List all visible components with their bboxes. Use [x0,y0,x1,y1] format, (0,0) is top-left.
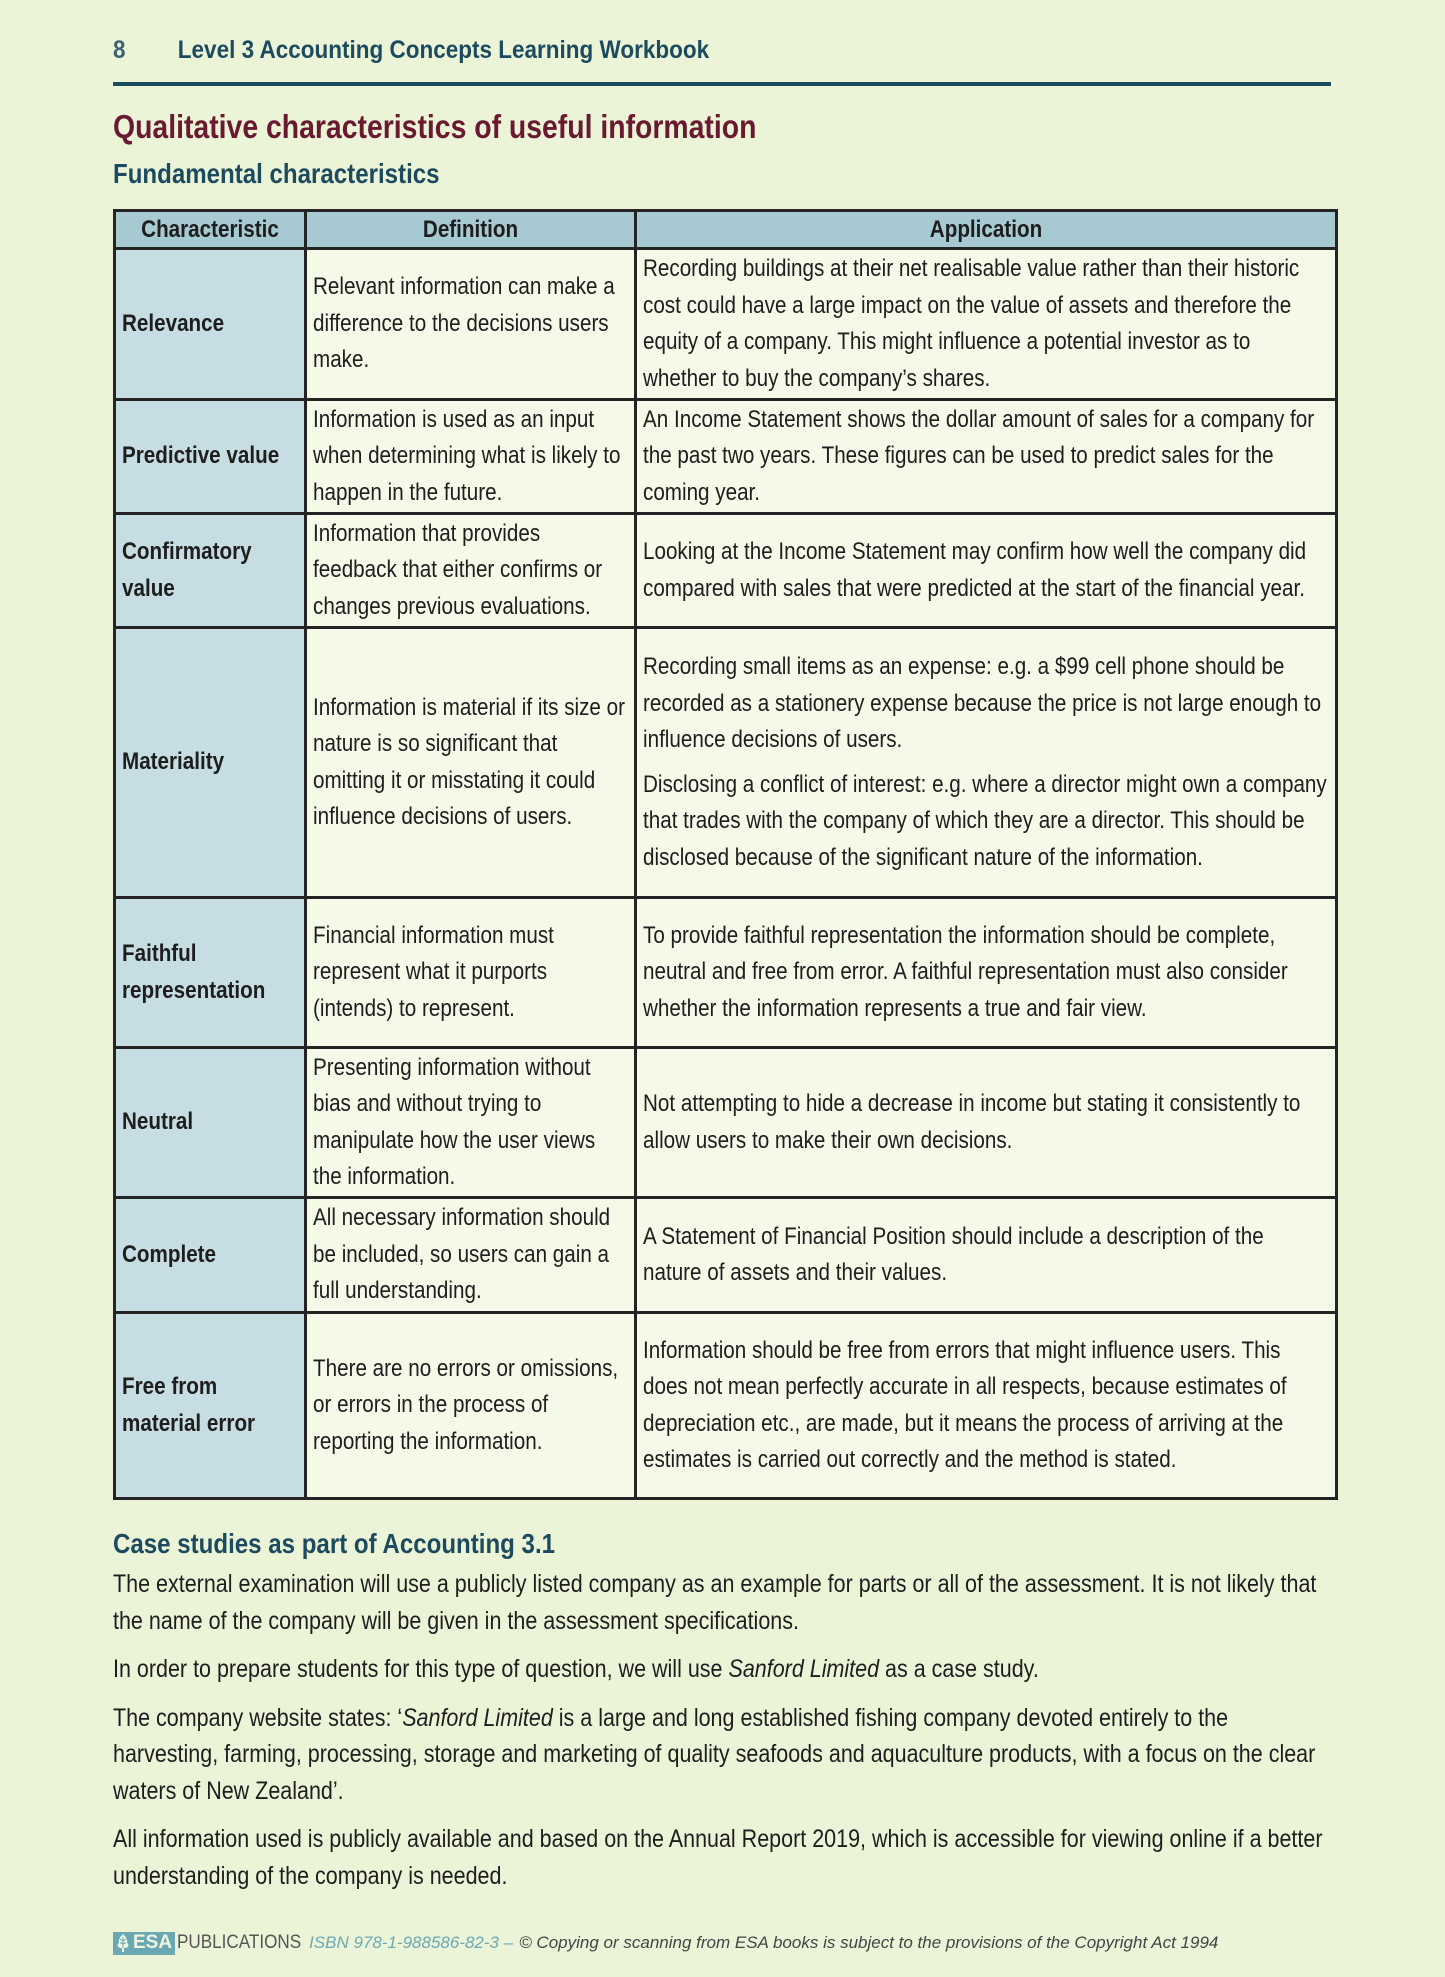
application-cell: Recording buildings at their net realisable value rather than their historic cost could have a large impact on the value of assets and therefore the equity of a company. This might influence a potential investor as to whether to buy the company’s shares. [636,249,1337,400]
publisher-name: PUBLICATIONS [177,1932,302,1953]
paragraph: The company website states: ‘Sanford Limited is a large and long established fishing company devoted entirely to the harvesting, farming, processing, storage and marketing of quality seafoods and aquaculture products, with a focus on the clear waters of New Zealand’. [113,1703,1316,1805]
paragraph: All information used is publicly available and based on the Annual Report 2019, which is accessible for viewing online if a better understanding of the company is needed. [113,1825,1323,1890]
characteristic-cell: Free from material error [115,1313,306,1499]
column-header-definition: Definition [306,211,636,249]
definition-cell: Relevant information can make a difference to the decisions users make. [306,249,636,400]
characteristic-cell: Relevance [115,249,306,400]
logo-text: ESA [133,1932,173,1953]
characteristic-cell: Complete [115,1198,306,1313]
definition-cell: Information is used as an input when determining what is likely to happen in the future. [306,400,636,514]
application-cell: Looking at the Income Statement may confirm how well the company did compared with sales that were predicted at the start of the financial year. [636,514,1337,628]
book-title: Level 3 Accounting Concepts Learning Workbook [177,35,710,64]
page-number: 8 [113,35,126,64]
column-header-application: Application [636,211,1337,249]
application-cell: Information should be free from errors that might influence users. This does not mean perfectly accurate in all respects, because estimates of depreciation etc., are made, but it means the process of arriving at the estimates is carried out correctly and the method is stated. [636,1313,1337,1499]
characteristic-cell: Materiality [115,628,306,898]
table-row [115,514,1337,628]
characteristic-cell: Neutral [115,1048,306,1198]
application-cell: An Income Statement shows the dollar amount of sales for a company for the past two years. These figures can be used to predict sales for the coming year. [636,400,1337,514]
paragraph: In order to prepare students for this type of question, we will use Sanford Limited as a case study. [113,1655,1039,1683]
table-header-row [115,211,1337,249]
tree-icon [115,1933,131,1953]
application-cell: A Statement of Financial Position should include a description of the nature of assets and their values. [636,1198,1337,1313]
section-title: Qualitative characteristics of useful information [113,108,757,145]
characteristics-table [113,209,1338,1500]
table-row [115,249,1337,400]
paragraph: The external examination will use a publicly listed company as an example for parts or all of the assessment. It is not likely that the name of the company will be given in the assessment specifications. [113,1570,1317,1635]
table-row [115,1048,1337,1198]
header-divider [113,82,1331,86]
esa-logo [113,1932,175,1955]
definition-cell: Information is material if its size or nature is so significant that omitting it or misstating it could influence decisions of users. [306,628,636,898]
page-footer [113,1931,1218,1955]
case-studies-body [113,1566,1334,1906]
section-subtitle: Fundamental characteristics [113,158,440,189]
table-row [115,628,1337,898]
table-row [115,400,1337,514]
definition-cell: All necessary information should be included, so users can gain a full understanding. [306,1198,636,1313]
table-row [115,898,1337,1048]
definition-cell: Presenting information without bias and without trying to manipulate how the user views the information. [306,1048,636,1198]
definition-cell: There are no errors or omissions, or errors in the process of reporting the information. [306,1313,636,1499]
case-studies-heading: Case studies as part of Accounting 3.1 [113,1528,556,1559]
characteristic-cell: Predictive value [115,400,306,514]
characteristic-cell: Confirmatory value [115,514,306,628]
application-cell: Recording small items as an expense: e.g. a $99 cell phone should be recorded as a stationery expense because the price is not large enough to influence decisions of users. Disclosing a conflict of interest: e.g. where a director might own a company that trades with the company of which they are a director. This should be disclosed because of the significant nature of the information. [636,628,1337,898]
application-cell: To provide faithful representation the information should be complete, neutral and free from error. A faithful representation must also consider whether the information represents a true and fair view. [636,898,1337,1048]
table-row [115,1198,1337,1313]
running-header [113,30,1209,70]
copyright-notice: © Copying or scanning from ESA books is subject to the provisions of the Copyright Act 1994 [519,1933,1219,1952]
definition-cell: Information that provides feedback that either confirms or changes previous evaluations. [306,514,636,628]
application-cell: Not attempting to hide a decrease in income but stating it consistently to allow users to make their own decisions. [636,1048,1337,1198]
column-header-characteristic: Characteristic [115,211,306,249]
isbn: ISBN 978-1-988586-82-3 – [309,1933,514,1952]
definition-cell: Financial information must represent what it purports (intends) to represent. [306,898,636,1048]
characteristic-cell: Faithful representation [115,898,306,1048]
table-row [115,1313,1337,1499]
